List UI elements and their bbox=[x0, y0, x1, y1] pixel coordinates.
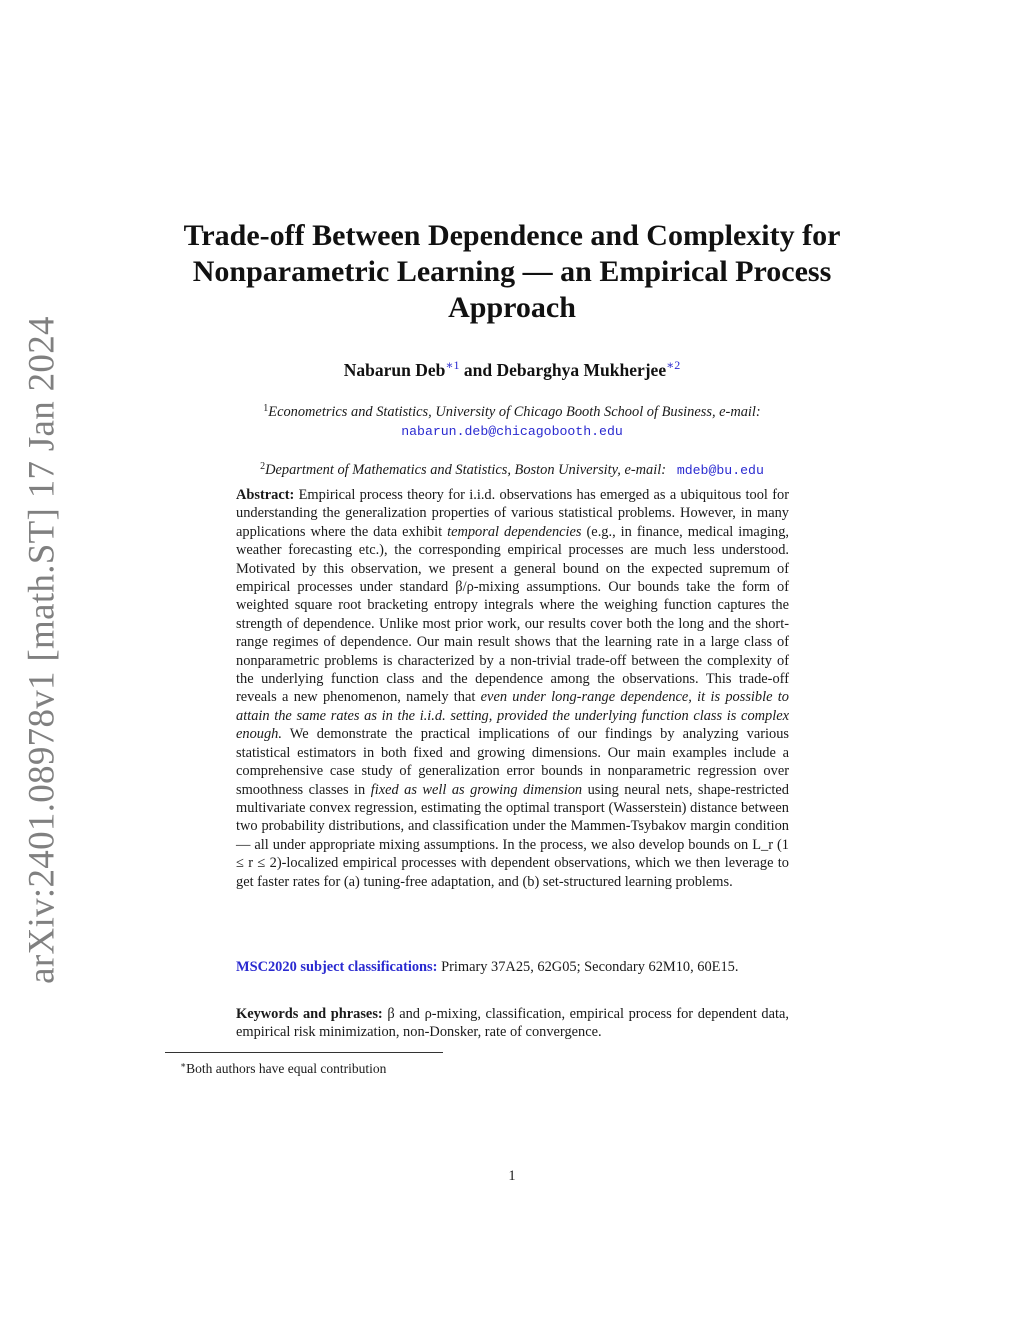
affiliation-text: Department of Mathematics and Statistics, Boston University, e-mail: bbox=[265, 462, 667, 478]
abstract-text: We demonstrate the practical implications of our findings by analyzing various statistical estimators in both fixed and growing dimensions. Our main examples include a comprehensive case study of generalization error bounds in nonparametric regression over smoothness classes in bbox=[236, 726, 789, 798]
abstract-text: Empirical process theory for i.i.d. observations has emerged as a ubiquitous tool for understanding the generalization properties of various statistical problems. However, in many applications where the data exhibit bbox=[236, 487, 789, 540]
author-affiliation-mark[interactable]: ∗2 bbox=[666, 358, 681, 372]
keywords bbox=[236, 1005, 789, 1042]
author-affiliation-mark[interactable]: ∗1 bbox=[445, 358, 460, 372]
msc-classifications-link[interactable]: MSC2020 subject classifications: bbox=[236, 959, 438, 975]
affiliation-2 bbox=[140, 457, 884, 480]
abstract-emphasis: temporal dependencies bbox=[447, 523, 582, 540]
abstract-emphasis: fixed as well as growing dimension bbox=[370, 781, 583, 798]
author-email-link[interactable]: mdeb@bu.edu bbox=[676, 463, 764, 478]
keywords-label: Keywords and phrases: bbox=[236, 1006, 383, 1022]
footnote bbox=[180, 1056, 386, 1078]
footnote-text: Both authors have equal contribution bbox=[186, 1061, 387, 1076]
footnote-mark: ∗ bbox=[180, 1060, 187, 1070]
footnote-divider bbox=[165, 1052, 443, 1053]
keywords-text: β and ρ-mixing, classification, empirical process for dependent data, empirical risk minimization, non-Donsker, rate of convergence. bbox=[236, 1006, 789, 1041]
msc-codes: Primary 37A25, 62G05; Secondary 62M10, 60E15. bbox=[441, 959, 739, 975]
author-name: Nabarun Deb bbox=[343, 360, 446, 380]
arxiv-identifier-stamp: arXiv:2401.08978v1 [math.ST] 17 Jan 2024 bbox=[21, 316, 63, 984]
affiliation-1 bbox=[140, 399, 884, 441]
affiliation-text: Econometrics and Statistics, University of Chicago Booth School of Business, e-mail: bbox=[268, 404, 761, 420]
author-name: Debarghya Mukherjee bbox=[496, 360, 667, 380]
msc-classifications bbox=[236, 958, 789, 976]
author-email-link[interactable]: nabarun.deb@chicagobooth.edu bbox=[401, 424, 623, 439]
author-connector: and bbox=[463, 360, 493, 380]
abstract bbox=[236, 486, 789, 891]
abstract-emphasis: even under long-range dependence, it is possible to attain the same rates as in the i.i.d. setting, provided the underlying function class is complex enough. bbox=[236, 689, 789, 743]
affiliation-mark: 1 bbox=[263, 403, 269, 414]
affiliation-mark: 2 bbox=[260, 461, 266, 472]
abstract-label: Abstract: bbox=[236, 487, 295, 503]
author-list bbox=[140, 353, 884, 382]
paper-title: Trade-off Between Dependence and Complexity for Nonparametric Learning — an Empirical Process Approach bbox=[183, 219, 841, 324]
abstract-text: using neural nets, shape-restricted multivariate convex regression, estimating the optimal transport (Wasserstein) distance between two probability distributions, and classification under the Mammen-Tsybakov margin condition — all under appropriate mixing assumptions. In the process, we also develop bounds on L_r (1 ≤ r ≤ 2)-localized empirical processes with dependent observations, which we then leverage to get faster rates for (a) tuning-free adaptation, and (b) set-structured learning problems. bbox=[236, 781, 789, 890]
abstract-text: (e.g., in finance, medical imaging, weather forecasting etc.), the corresponding empirical processes are much less understood. Motivated by this observation, we present a general bound on the expected supremum of empirical processes under standard β/ρ-mixing assumptions. Our bounds take the form of weighted square root bracketing entropy integrals where the weighing function captures the strength of dependence. Unlike most prior work, our results cover both the long and the short-range regimes of dependence. Our main result shows that the learning rate in a large class of nonparametric problems is characterized by a non-trivial trade-off between the complexity of the underlying function class and the dependence among the observations. This trade-off reveals a new phenomenon, namely that bbox=[236, 523, 790, 706]
page-number: 1 bbox=[508, 1168, 516, 1184]
